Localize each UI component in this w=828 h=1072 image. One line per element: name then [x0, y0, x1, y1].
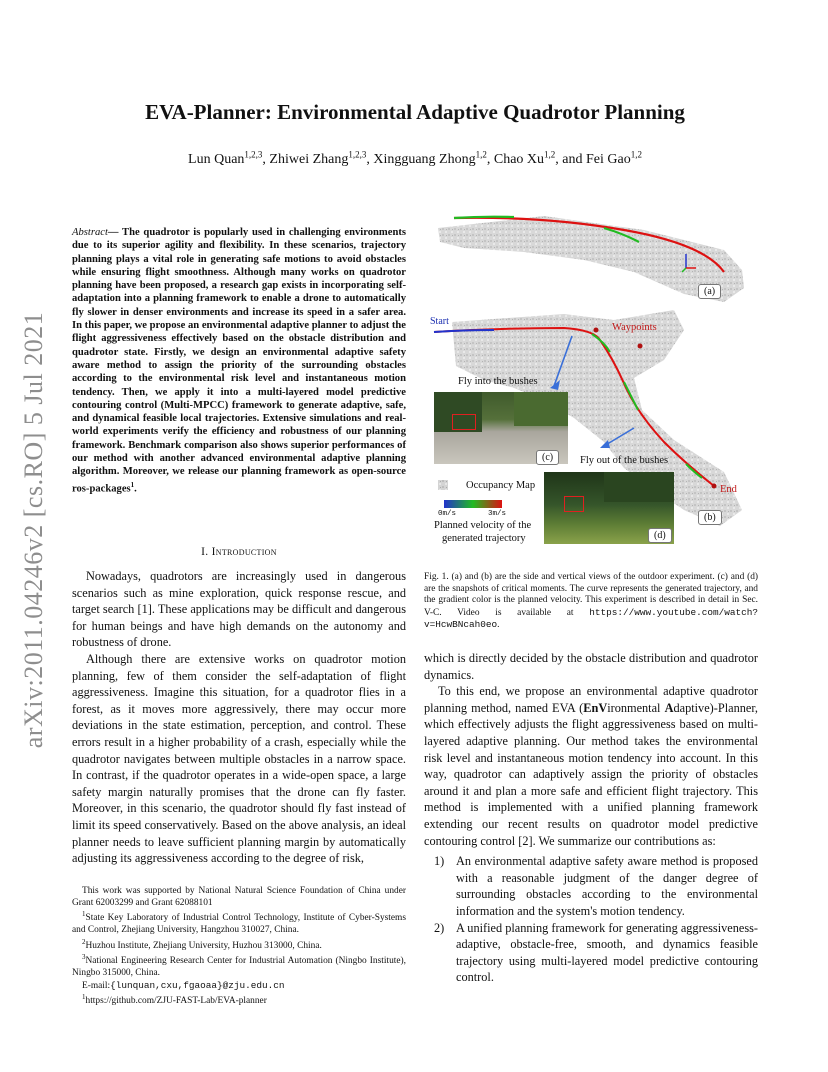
legend-line-2: generated trajectory: [442, 533, 526, 544]
label-end: End: [720, 484, 737, 495]
section-heading-introduction: I. Introduction: [201, 546, 277, 558]
footnote-support: This work was supported by National Natural Science Foundation of China under Grant 62003299 and Grant 62088101: [72, 886, 406, 908]
author-5: Fei Gao$^{1,2}$: [586, 149, 642, 167]
contribution-item: 2) A unified planning framework for generating aggressiveness-adaptive, obstacle-free, smooth, and dynamics feasible trajectory using multi-layered model predictive contouring control.: [434, 920, 758, 985]
figure-caption: Fig. 1. (a) and (b) are the side and vertical views of the outdoor experiment. (c) and (d) are the snapshots of critical moments. The curve represents the generated trajectory, and the gradient color is the planned velocity. This experiment is described in detail in Sec. V-C. Video is available at https://www.youtube.com/watch?v=HcwBNcah0eo.: [424, 572, 758, 631]
label-b: (b): [698, 510, 722, 525]
introduction-body: [72, 568, 406, 867]
intro-paragraph-2: Although there are extensive works on quadrotor motion planning, few of them consider the self-adaptation of flight aggressiveness. Imagine this situation, for a quadrotor flies in a forest, as it moves more aggressively, there may occur more deviations in the state estimation, perception, and control. These errors result in a higher probability of a crash, especially while the quadrotor navigates between multiple obstacles in a narrow space. In contrast, if the quadrotor operates in a wide-open space, a large safety margin naturally promises that the drone can fly faster. Moreover, in this scenario, the quadrotor should fly fast instead of limit its speed conservatively. Based on the above analysis, an ideal planner needs to leave sufficient planning margin by automatically adjusting its aggressiveness according to the degree of risk,: [72, 651, 406, 866]
intro-paragraph-1: Nowadays, quadrotors are increasingly used in dangerous scenarios such as mine exploration, quick response rescue, and target search [1]. These applications may be difficult and dangerous for human beings and have high demands on the autonomy and robustness of drone.: [72, 569, 406, 650]
legend-line-1: Planned velocity of the: [434, 520, 532, 531]
velocity-colorbar: [444, 500, 502, 508]
abstract-label: Abstract: [72, 227, 108, 238]
author-list: [80, 149, 750, 168]
footnote-aff2: $^2$Huzhou Institute, Zhejiang University, Huzhou 313000, China.: [82, 937, 322, 951]
caption-text: (a) and (b) are the side and vertical views of the outdoor experiment. (c) and (d) are the snapshots of critical moments. The curve represents the generated trajectory, and the gradient color is the planned velocity. This experiment is described in detail in Sec. V-C. Video is available at: [424, 572, 758, 618]
label-vel-min: 0m/s: [438, 510, 457, 518]
arxiv-identifier-text: arXiv:2011.04246v2 [cs.RO] 5 Jul 2021: [19, 311, 48, 749]
abstract-footnote-mark: 1: [130, 480, 135, 489]
caption-url[interactable]: https://www.youtube.com/watch?v=HcwBNcah0eo: [424, 606, 758, 631]
footnote-email: E-mail:{lunquan,cxu,fgaoaa}@zju.edu.cn: [82, 979, 285, 991]
footnote-aff3: $^3$National Engineering Research Center for Industrial Automation (Ningbo Institute), Ningbo 315000, China.: [72, 953, 406, 978]
footnote-aff1: $^1$State Key Laboratory of Industrial Control Technology, Institute of Cyber-Systems and Control, Zhejiang University, Hangzhou 310027, China.: [72, 910, 406, 935]
footnotes: [72, 886, 406, 1008]
label-start: Start: [430, 316, 449, 327]
label-fly-out: Fly out of the bushes: [580, 455, 669, 466]
arxiv-identifier: [14, 300, 54, 760]
figure-1: [424, 210, 758, 555]
label-occupancy: Occupancy Map: [466, 480, 536, 491]
right-paragraph-1: which is directly decided by the obstacle distribution and quadrotor dynamics.: [424, 651, 758, 682]
right-paragraph-2: To this end, we propose an environmental adaptive quadrotor planning method, named EVA (EnVironmental Adaptive)-Planner, which effectively adjusts the flight aggressiveness based on multi-layered adaptive planning. Our method takes the environmental risk level and instantaneous motion tendency into account. In this way, quadrotor can adaptively assign the priority of obstacles around it and plan a more safe and efficient flight trajectory. This method is implemented with a unified planning framework extending our recent results on quadrotor model predictive contouring control [2]. We summarize our contributions as:: [424, 684, 758, 848]
label-vel-max: 3m/s: [488, 510, 507, 518]
contribution-item: 1) An environmental adaptive safety aware method is proposed with a reasonable judgment of the danger degree of surrounding obstacles according to the environmental information and the system's motion tendency.: [434, 854, 758, 918]
caption-label: Fig. 1.: [424, 572, 449, 582]
label-fly-into: Fly into the bushes: [458, 376, 538, 387]
occupancy-swatch: [438, 480, 448, 490]
abstract-text: The quadrotor is popularly used in challenging environments due to its superior agility and flexibility. In these scenarios, trajectory planning plays a vital role in generating safe motions to avoid obstacles while ensuring flight smoothness. Although many works on quadrotor planning have been proposed, a research gap exists in incorporating self-adaptation into a planning framework to enable a drone to automatically fly slower in denser environments and increase its speed in a safer area. In this paper, we propose an environmental adaptive planner to adjust the flight aggressiveness effectively based on the obstacle distribution and quadrotor state. Firstly, we design an environmental adaptive safety aware method to assign the priority of the surrounding obstacles according to the environmental risk level and instantaneous motion tendency. Then, we apply it into a multi-layered model predictive contouring control (Multi-MPCC) framework to generate adaptive, safe, and dynamical feasible local trajectories. Extensive simulations and real-world experiments verify the efficiency and robustness of our planning framework. Benchmark comparison also shows superior performances of our method with another advanced environmental adaptive planning algorithm. Moreover, we release our planning framework as open-source ros-packages: [72, 227, 406, 495]
right-column-body: [424, 650, 758, 986]
label-c: (c): [536, 450, 559, 465]
abstract: Abstract— The quadrotor is popularly used in challenging environments due to its superior agility and flexibility. In these scenarios, trajectory planning plays a vital role in generating safe motions to avoid obstacles while ensuring flight smoothness. Although many works on quadrotor planning have been proposed, a research gap exists in incorporating self-adaptation into a planning framework to enable a drone to automatically fly slower in denser environments and increase its speed in a safer area. In this paper, we propose an environmental adaptive planner to adjust the flight aggressiveness effectively based on the obstacle distribution and quadrotor state. Firstly, we design an environmental adaptive safety aware method to assign the priority of the surrounding obstacles according to the environmental risk level and instantaneous motion tendency. Then, we apply it into a multi-layered model predictive contouring control (Multi-MPCC) framework to generate adaptive, safe, and dynamical feasible local trajectories. Extensive simulations and real-world experiments verify the efficiency and robustness of our planning framework. Benchmark comparison also shows superior performances of our method with another advanced environmental adaptive planning algorithm. Moreover, we release our planning framework as open-source ros-packages$^1$.: [72, 227, 406, 495]
contributions-list: [424, 853, 758, 986]
author-4: Chao Xu$^{1,2}$, and: [493, 149, 586, 167]
author-2: Zhiwei Zhang$^{1,2,3}$,: [269, 149, 374, 167]
footnote-url: $^1$https://github.com/ZJU-FAST-Lab/EVA-planner: [82, 993, 267, 1007]
label-a: (a): [698, 284, 721, 299]
author-1: Lun Quan$^{1,2,3}$,: [188, 149, 270, 167]
label-waypoints: Waypoints: [612, 322, 657, 333]
author-3: Xingguang Zhong$^{1,2}$,: [373, 149, 494, 167]
paper-title: EVA-Planner: Environmental Adaptive Quadrotor Planning: [145, 100, 685, 124]
label-d: (d): [648, 528, 672, 543]
